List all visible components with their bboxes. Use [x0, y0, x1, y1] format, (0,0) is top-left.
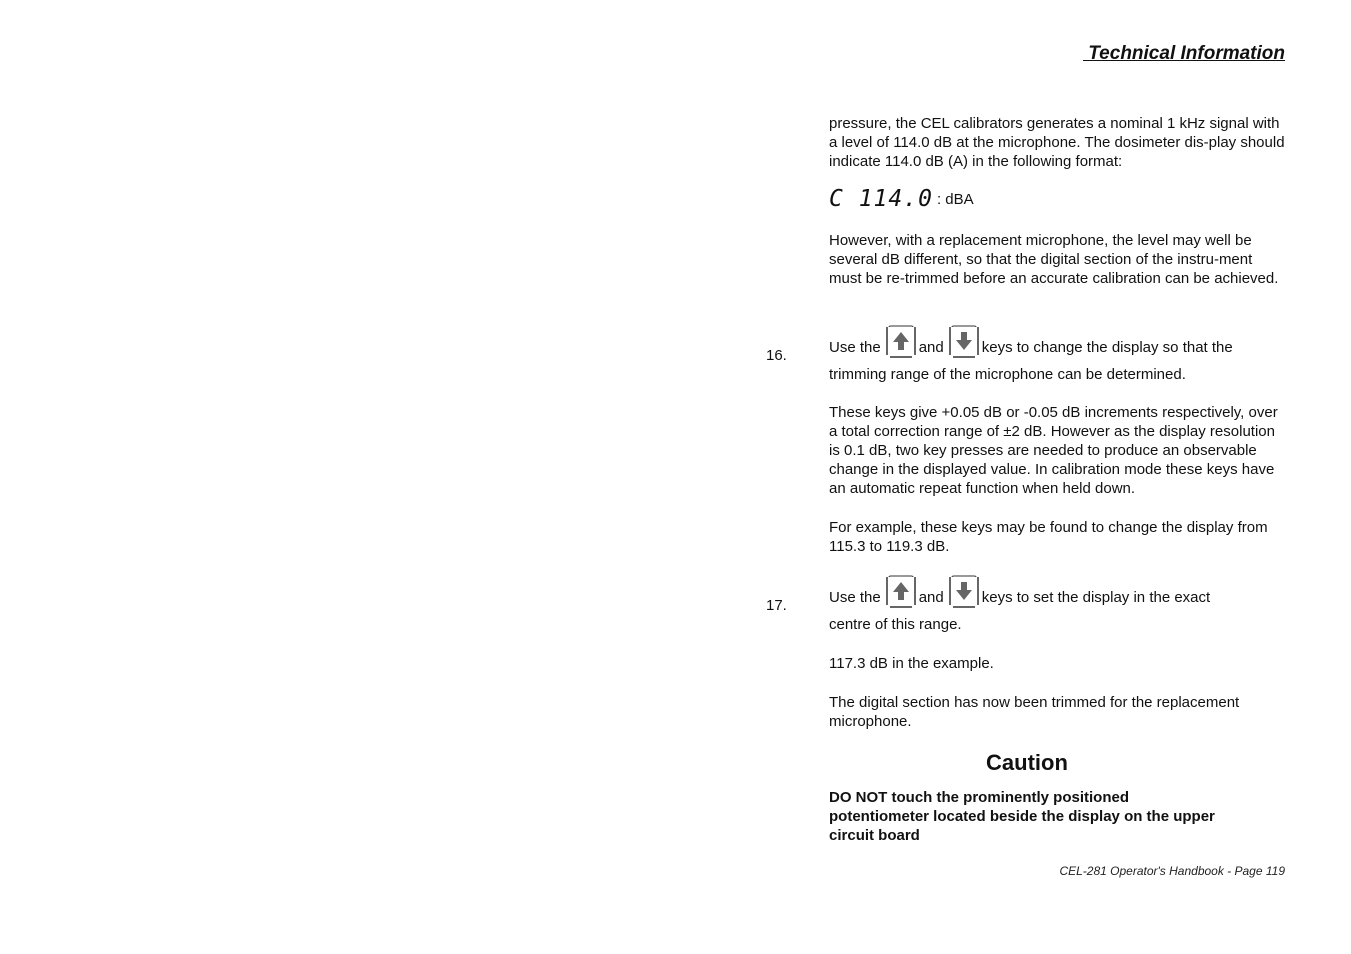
caution-heading: Caution — [986, 750, 1068, 775]
instruction-rest-text: keys to set the display in the exact — [981, 589, 1211, 606]
caution-text: DO NOT touch the prominently positioned potentiometer located beside the display on the upper circuit board — [829, 789, 1215, 844]
up-arrow-key-icon — [885, 325, 915, 357]
lcd-unit: : dBA — [936, 190, 974, 208]
paragraph-trimmed: The digital section has now been trimmed for the replacement microphone. — [829, 694, 1240, 730]
instruction-rest-text: keys to change the display so that the — [981, 339, 1233, 356]
step-16-line2: trimming range of the microphone can be determined. — [829, 366, 1186, 383]
lcd-display-example — [829, 186, 974, 212]
step-16-instruction-line — [829, 325, 1233, 357]
and-text: and — [918, 589, 944, 606]
paragraph-intro: pressure, the CEL calibrators generates a nominal 1 kHz signal with a level of 114.0 dB at the microphone. The dosimeter dis-play should indicate 114.0 dB (A) in the following format: — [829, 115, 1285, 170]
page-footer: CEL-281 Operator's Handbook - Page 119 — [1059, 864, 1285, 878]
step-number-16: 16. — [766, 347, 787, 364]
down-arrow-key-icon — [948, 325, 978, 357]
step-17-instruction-line — [829, 575, 1210, 607]
paragraph-example-result: 117.3 dB in the example. — [829, 655, 994, 672]
step-number-17: 17. — [766, 597, 787, 614]
step-17-line2: centre of this range. — [829, 616, 962, 633]
lcd-digits: C 114.0 — [829, 185, 933, 212]
up-arrow-key-icon — [885, 575, 915, 607]
use-the-text: Use the — [829, 589, 881, 606]
page-header-title: Technical Information — [1083, 43, 1285, 64]
down-arrow-key-icon — [948, 575, 978, 607]
paragraph-increments: These keys give +0.05 dB or -0.05 dB increments respectively, over a total correction range of ±2 dB. However as the display resolution is 0.1 dB, two key presses are needed to produce an observable change in the displayed value. In calibration mode these keys have an automatic repeat function when held down. — [829, 404, 1278, 497]
paragraph-replacement-mic: However, with a replacement microphone, the level may well be several dB different, so that the digital section of the instru-ment must be re-trimmed before an accurate calibration can be achieved. — [829, 232, 1279, 287]
paragraph-example-range: For example, these keys may be found to change the display from 115.3 to 119.3 dB. — [829, 519, 1268, 555]
and-text: and — [918, 339, 944, 356]
use-the-text: Use the — [829, 339, 881, 356]
